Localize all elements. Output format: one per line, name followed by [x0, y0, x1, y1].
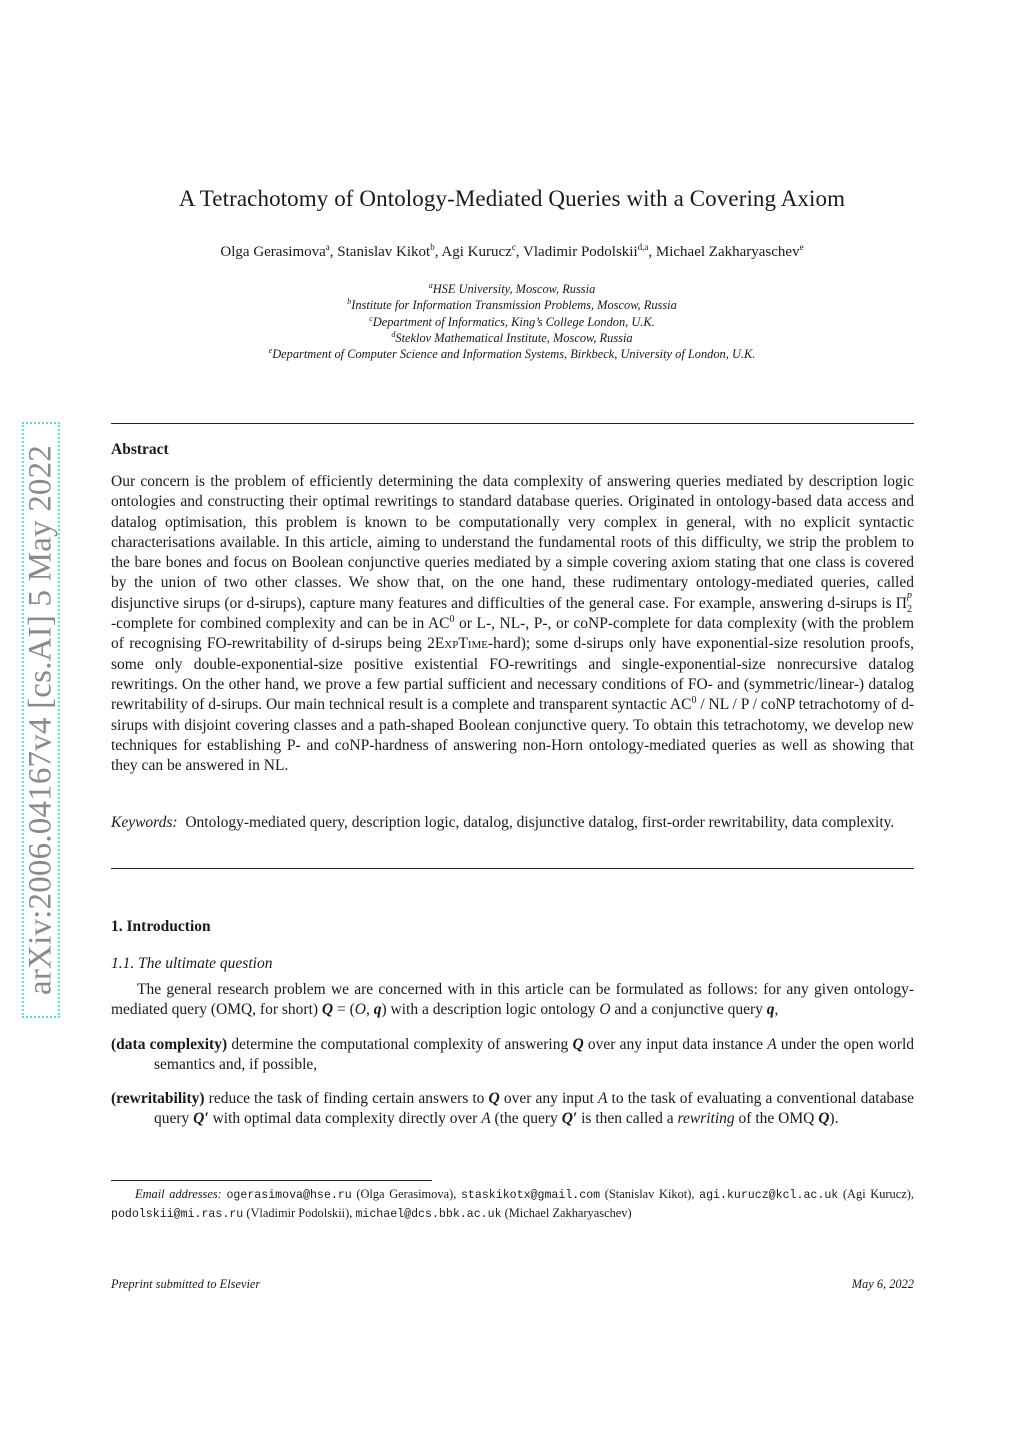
- affiliation-line: [0, 346, 1024, 362]
- affiliation-line: [0, 330, 1024, 346]
- email-link[interactable]: ogerasimova@hse.ru: [226, 1189, 352, 1202]
- author-affiliation-mark: c: [511, 242, 516, 252]
- affiliation-line: [0, 281, 1024, 297]
- affiliation-line: [0, 314, 1024, 330]
- abstract-heading: Abstract: [111, 441, 169, 458]
- subsection-heading: 1.1. The ultimate question: [111, 955, 273, 972]
- item-rewritability: (rewritability) reduce the task of finding certain answers to Q over any input A to the task of evaluating a conventional database query Q′ with optimal data complexity directly over A (the query Q′ is then called a rewriting of the OMQ Q).: [111, 1090, 914, 1128]
- author-name: Olga Gerasimova: [220, 244, 326, 260]
- email-link[interactable]: staskikotx@gmail.com: [460, 1189, 601, 1202]
- affiliation-mark: a: [428, 281, 433, 290]
- footnote-rule: [111, 1180, 432, 1181]
- author-affiliation-mark: b: [430, 242, 435, 252]
- author-name: Agi Kurucz: [441, 244, 512, 260]
- footer-date: May 6, 2022: [851, 1277, 914, 1291]
- author-affiliation-mark: e: [799, 242, 804, 252]
- affiliation-mark: e: [268, 346, 273, 356]
- keywords: [111, 813, 914, 833]
- footer-submission-note: Preprint submitted to Elsevier: [111, 1277, 261, 1291]
- item-data-complexity: (data complexity) determine the computational complexity of answering Q over any input data instance A under the open world semantics and, if possible,: [111, 1036, 914, 1074]
- email-link[interactable]: podolskii@mi.ras.ru: [111, 1207, 244, 1221]
- affiliation-mark: b: [347, 297, 352, 307]
- footnote-label: Email addresses:: [135, 1187, 222, 1201]
- author-affiliation-mark: a: [325, 242, 330, 252]
- email-link[interactable]: agi.kurucz@kcl.ac.uk: [699, 1189, 839, 1202]
- arxiv-identifier[interactable]: arXiv:2006.04167v4 [cs.AI] 5 May 2022: [22, 445, 59, 995]
- affiliation-mark: c: [369, 313, 373, 323]
- author-name: Michael Zakharyaschev: [655, 244, 800, 260]
- email-link[interactable]: michael@dcs.bbk.ac.uk: [355, 1207, 502, 1221]
- introduction-heading: 1. Introduction: [111, 918, 211, 935]
- abstract-body: Our concern is the problem of efficiently determining the data complexity of answering queries mediated by description logic ontologies and constructing their optimal rewritings to standard database queries. Originated in ontology-based data access and datalog optimisation, this problem is known to be computationally very complex in general, with no explicit syntactic characterisations available. In this article, aiming to understand the fundamental roots of this difficulty, we strip the problem to the bare bones and focus on Boolean conjunctive queries mediated by a simple covering axiom stating that one class is covered by the union of two other classes. We show that, on the one hand, these rudimentary ontology-mediated queries, called disjunctive sirups (or d-sirups), capture many features and difficulties of the general case. For example, answering d-sirups is Π p 2 -complete for combined complexity and can be in $AC^0$ or L-, NL-, P-, or coNP-complete for data complexity (with the problem of recognising FO-rewritability of d-sirups being 2ExpTime-hard); some d-sirups only have exponential-size resolution proofs, some only double-exponential-size positive existential FO-rewritings and single-exponential-size nonrecursive datalog rewritings. On the other hand, we prove a few partial sufficient and necessary conditions of FO- and (symmetric/linear-) datalog rewritability of d-sirups. Our main technical result is a complete and transparent syntactic $AC^0$ / NL / P / coNP tetrachotomy of d-sirups with disjoint covering classes and a path-shaped Boolean conjunctive query. To obtain this tetrachotomy, we develop new techniques for establishing P- and coNP-hardness of answering non-Horn ontology-mediated queries as well as showing that they can be answered in NL.: [111, 473, 915, 775]
- affiliation-text: Department of Computer Science and Information Systems, Birkbeck, University of London, U.K.: [272, 347, 756, 362]
- abstract-bottom-rule: [111, 868, 914, 869]
- affiliation-line: [0, 297, 1024, 313]
- keywords-text: Ontology-mediated query, description logic, datalog, disjunctive datalog, first-order rewritability, data complexity.: [185, 814, 895, 831]
- affiliation-text: HSE University, Moscow, Russia: [432, 282, 596, 296]
- affiliation-text: Department of Informatics, King’s College London, U.K.: [372, 314, 655, 329]
- author-name: Vladimir Podolskii: [523, 244, 638, 260]
- affiliation-text: Institute for Information Transmission Problems, Moscow, Russia: [351, 298, 677, 313]
- paper-title: A Tetrachotomy of Ontology-Mediated Queries with a Covering Axiom: [178, 186, 846, 211]
- intro-paragraph: The general research problem we are concerned with in this article can be formulated as follows: for any given ontology-mediated query (OMQ, for short) Q = (O, q) with a description logic ontology O and a conjunctive query q,: [111, 981, 914, 1019]
- abstract-top-rule: [111, 423, 914, 424]
- affiliation-mark: d: [391, 329, 396, 339]
- author-name: Stanislav Kikot: [337, 244, 431, 260]
- email-footnote: Email addresses: ogerasimova@hse.ru (Olga Gerasimova), staskikotx@gmail.com (Stanislav Kikot), agi.kurucz@kcl.ac.uk (Agi Kurucz), podolskii@mi.ras.ru (Vladimir Podolskii), michael@dcs.bbk.ac.uk (Michael Zakharyaschev): [111, 1187, 914, 1221]
- author-list: Olga Gerasimova$^a$, Stanislav Kikot$^b$, Agi Kurucz$^c$, Vladimir Podolskii$^{d,a}$, Michael Zakharyaschev$^e$: [220, 242, 804, 260]
- affiliation-text: Steklov Mathematical Institute, Moscow, Russia: [395, 330, 633, 345]
- author-affiliation-mark: d,a: [637, 242, 649, 252]
- keywords-label: Keywords:: [111, 814, 178, 831]
- affiliation-list: [0, 281, 1024, 362]
